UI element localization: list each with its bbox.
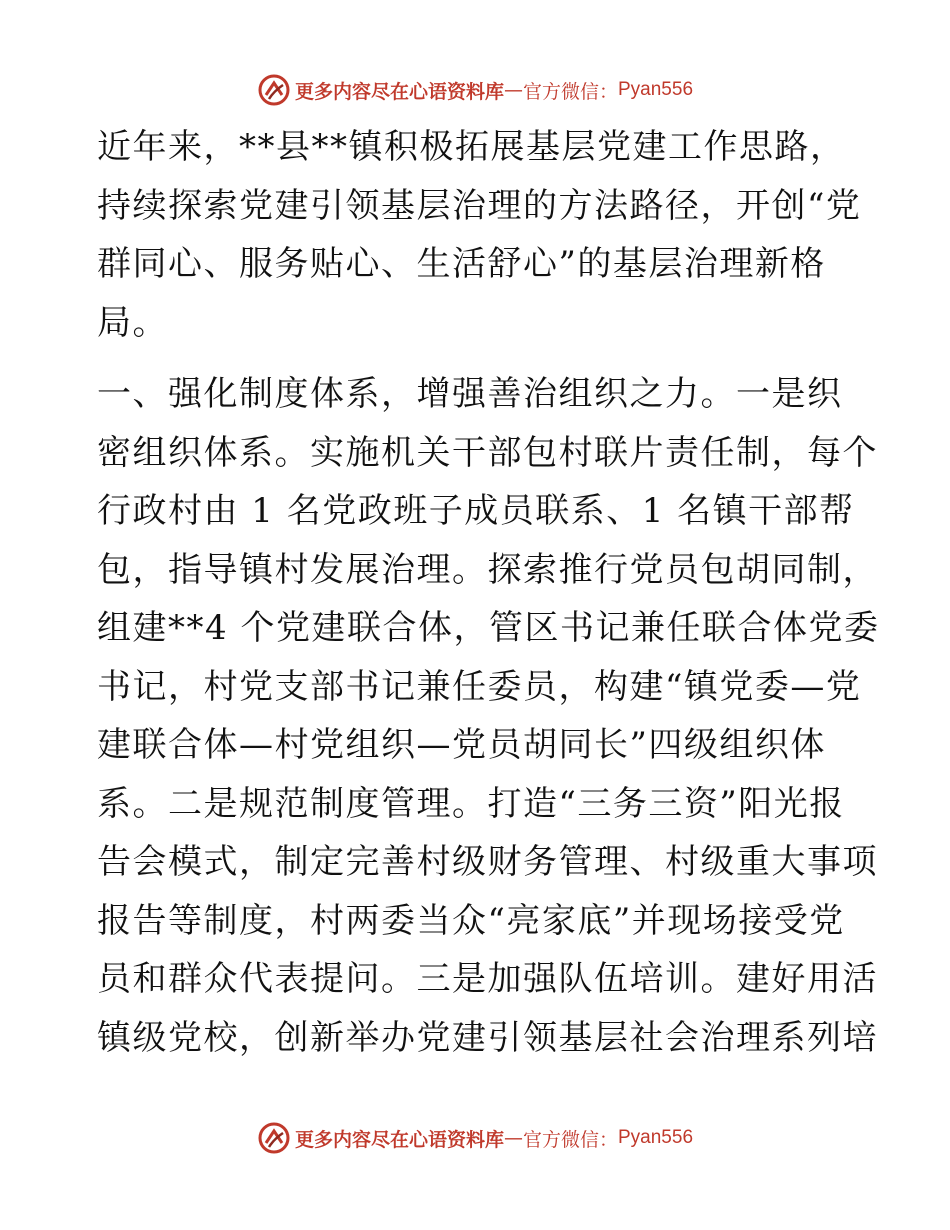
text-line: 包，指导镇村发展治理。探索推行党员包胡同制， xyxy=(97,549,878,590)
header-brand-text: 更多内容尽在心语资料库 xyxy=(294,80,504,103)
text-line: 一、强化制度体系，增强善治组织之力。一是织 xyxy=(97,374,843,414)
footer-brand-text: 更多内容尽在心语资料库 xyxy=(294,1128,504,1151)
text-line: 持续探索党建引领基层治理的方法路径，开创“党 xyxy=(97,185,862,226)
text-line: 群同心、服务贴心、生活舒心”的基层治理新格 xyxy=(97,244,826,284)
text-line: 员和群众代表提问。三是加强队伍培训。建好用活 xyxy=(97,959,878,999)
brand-logo-icon xyxy=(257,1121,291,1155)
document-body xyxy=(97,118,880,1067)
header-banner xyxy=(0,70,950,110)
header-dash: — xyxy=(503,79,523,101)
footer-dash: — xyxy=(503,1127,523,1149)
text-line: 行政村由 1 名党政班子成员联系、1 名镇干部帮 xyxy=(97,491,855,531)
text-line: 组建**4 个党建联合体，管区书记兼任联合体党委 xyxy=(97,608,880,648)
header-official-label: 官方微信： xyxy=(522,80,618,103)
brand-logo-icon xyxy=(257,73,291,107)
text-line: 报告等制度，村两委当众“亮家底”并现场接受党 xyxy=(97,900,845,941)
text-line: 告会模式，制定完善村级财务管理、村级重大事项 xyxy=(97,842,878,882)
text-line: 建联合体—村党组织—党员胡同长”四级组织体 xyxy=(97,725,826,765)
text-line: 局。 xyxy=(97,302,168,343)
footer-wechat-id: Pyan556 xyxy=(618,1127,694,1148)
text-line: 系。二是规范制度管理。打造“三务三资”阳光报 xyxy=(97,783,845,824)
paragraph-intro xyxy=(97,118,862,352)
text-line: 镇级党校，创新举办党建引领基层社会治理系列培 xyxy=(97,1017,878,1058)
paragraph-section-one xyxy=(97,365,880,1067)
text-line: 书记，村党支部书记兼任委员，构建“镇党委—党 xyxy=(97,666,862,707)
header-wechat-id: Pyan556 xyxy=(618,79,694,100)
text-line: 近年来，**县**镇积极拓展基层党建工作思路， xyxy=(97,127,846,167)
footer-official-label: 官方微信： xyxy=(522,1128,618,1151)
footer-banner xyxy=(0,1118,950,1158)
text-line: 密组织体系。实施机关干部包村联片责任制，每个 xyxy=(97,432,878,473)
